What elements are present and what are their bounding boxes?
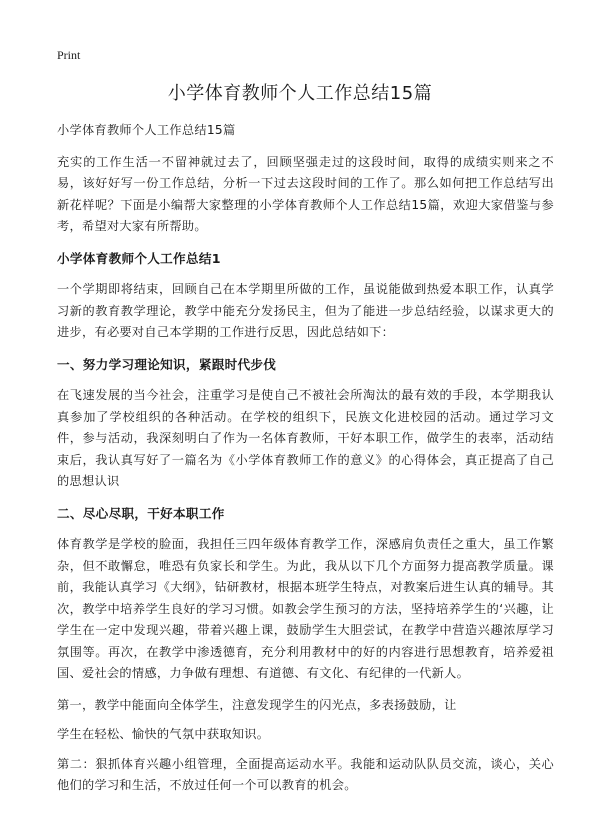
second-point-paragraph: 第二：狠抓体育兴趣小组管理，全面提高运动水平。我能和运动队队员交流，谈心，关心他们的学习和生活，不放过任何一个可以教育的机会。 bbox=[57, 756, 554, 792]
document-subtitle: 小学体育教师个人工作总结15篇 bbox=[57, 123, 236, 137]
print-link[interactable]: Print bbox=[57, 48, 81, 62]
study-theory-paragraph: 在飞速发展的当今社会，注重学习是使自己不被社会所淘汰的最有效的手段，本学期我认真参加了学校组织的各种活动。在学校的组织下，民族文化进校园的活动。通过学习文件，参与活动，我深刻明白了作为一名体育教师，干好本职工作，做学生的表率，活动结束后，我认真写好了一篇名为《小学体育教师工作的意义》的心得体会，真正提高了自己的思想认识 bbox=[57, 388, 554, 488]
section-intro-paragraph: 一个学期即将结束，回顾自己在本学期里所做的工作，虽说能做到热爱本职工作，认真学习新的教育教学理论，教学中能充分发扬民主，但为了能进一步总结经验，以谋求更大的进步，有必要对自己本学期的工作进行反思，因此总结如下： bbox=[57, 282, 554, 339]
first-point-continuation: 学生在轻松、愉快的气氛中获取知识。 bbox=[57, 727, 270, 741]
intro-paragraph: 充实的工作生活一不留神就过去了，回顾坚强走过的这段时间，取得的成绩实则来之不易，该好好写一份工作总结，分析一下过去这段时间的工作了。那么如何把工作总结写出新花样呢？下面是小编帮大家整理的小学体育教师个人工作总结15篇，欢迎大家借鉴与参考，希望对大家有所帮助。 bbox=[57, 154, 554, 233]
first-point-paragraph: 第一，教学中能面向全体学生，注意发现学生的闪光点，多表扬鼓励，让 bbox=[57, 697, 457, 712]
page-title: 小学体育教师个人工作总结15篇 bbox=[167, 83, 433, 104]
duty-paragraph: 体育教学是学校的脸面，我担任三四年级体育教学工作，深感肩负责任之重大，虽工作繁杂，但不敢懈怠，唯恐有负家长和学生。为此，我从以下几个方面努力提高教学质量。课前，我能认真学习《大纲》，钻研教材，根据本班学生特点，对教案后进生认真的辅导。其次，教学中培养学生良好的学习习惯。如教会学生预习的方法，坚持培养学生的‘兴趣，让学生在一定中发现兴趣，带着兴趣上课，鼓励学生大胆尝试，在教学中营造兴趣浓厚学习氛围等。再次，在教学中渗透德育，充分利用教材中的好的内容进行思想教育，培养爱祖国、爱社会的情感，力争做有理想、有道德、有文化、有纪律的一代新人。 bbox=[57, 537, 554, 680]
document-body bbox=[57, 120, 554, 807]
subheading-duty: 二、尽心尽职，干好本职工作 bbox=[57, 505, 225, 521]
subheading-study-theory: 一、努力学习理论知识，紧跟时代步伐 bbox=[57, 356, 277, 372]
section-heading: 小学体育教师个人工作总结1 bbox=[57, 250, 221, 266]
